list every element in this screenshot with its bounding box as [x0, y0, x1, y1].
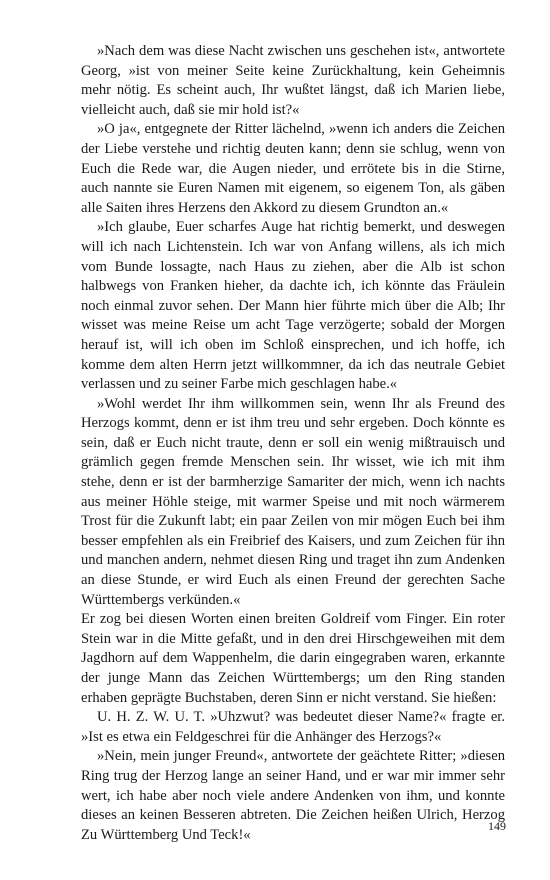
paragraph: »Nach dem was diese Nacht zwischen uns geschehen ist«, antwortete Georg, »ist von meiner Seite keine Zurückhaltung, kein Geheimnis mehr nötig. Es scheint auch, Ihr wußtet längst, daß ich Marien liebe, vielleicht auch, daß sie mir hold ist?« [81, 43, 505, 118]
paragraph: »O ja«, entgegnete der Ritter lächelnd, »wenn ich anders die Zeichen der Liebe verstehe und richtig deuten kann; denn sie schlug, wenn von Euch die Rede war, die Augen nieder, und errötete bis in die Stirne, auch nannte sie Euren Namen mit eigenem, so eigenem Ton, als gäben alle Saiten ihres Herzens den Akkord zu diesem Grundton an.« [81, 121, 505, 216]
paragraph: »Wohl werdet Ihr ihm willkommen sein, wenn Ihr als Freund des Herzogs kommt, denn er ist ihm treu und sehr ergeben. Doch könnte es sein, daß er Euch nicht traute, denn er soll ein wenig mißtrauisch und grämlich gegen fremde Menschen sein. Ihr wisset, wie ich mit ihm stehe, denn er ist der barmherzige Samariter der mich, wenn ich nachts aus meiner Höhle steige, mit warmer Speise und mit noch wärmerem Trost für die Zukunft labt; ein paar Zeilen von mir mögen Euch bei ihm besser empfehlen als ein Freibrief des Kaisers, und zum Zeichen für ihn und manchen andern, nehmet diesen Ring und traget ihn zum Andenken an diese Stunde, er wird Euch als einen Freund der gerechten Sache Württembergs verkünden.« [81, 395, 505, 608]
paragraph: U. H. Z. W. U. T. »Uhzwut? was bedeutet dieser Name?« fragte er. »Ist es etwa ein Feldgeschrei für die Anhänger des Herzogs?« [81, 709, 505, 745]
paragraph: »Nein, mein junger Freund«, antwortete der geächtete Ritter; »diesen Ring trug der Herzog lange an seiner Hand, und er war mir immer sehr wert, ich habe aber noch viele andere Andenken von ihm, und konnte dieses an keinen Besseren abtreten. Die Zeichen heißen Ulrich, Herzog Zu Württemberg Und Teck!« [81, 748, 505, 843]
page-body [81, 42, 505, 845]
paragraph: Er zog bei diesen Worten einen breiten Goldreif vom Finger. Ein roter Stein war in die Mitte gefaßt, und in den drei Hirschgeweihen mit dem Jagdhorn auf dem Wappenhelm, die darin eingegraben waren, erkannte der junge Mann das Zeichen Württembergs; um den Ring standen erhaben geprägte Buchstaben, deren Sinn er nicht verstand. Sie hießen: [81, 611, 505, 706]
paragraph: »Ich glaube, Euer scharfes Auge hat richtig bemerkt, und deswegen will ich nach Lichtenstein. Ich war von Anfang willens, als ich mich vom Bunde lossagte, nach Haus zu ziehen, aber die Alb ist schon halbwegs von Franken hieher, da dachte ich, ich könnte das Fräulein noch einmal zuvor sehen. Der Mann hier führte mich über die Alb; Ihr wisset was meine Reise um acht Tage verzögerte; sobald der Morgen herauf ist, will ich oben im Schloß einsprechen, und ich hoffe, ich komme dem alten Herrn jetzt willkommner, da ich das neutrale Gebiet verlassen und zu seiner Farbe mich geschlagen habe.« [81, 219, 505, 393]
page-number: 149 [488, 819, 506, 833]
